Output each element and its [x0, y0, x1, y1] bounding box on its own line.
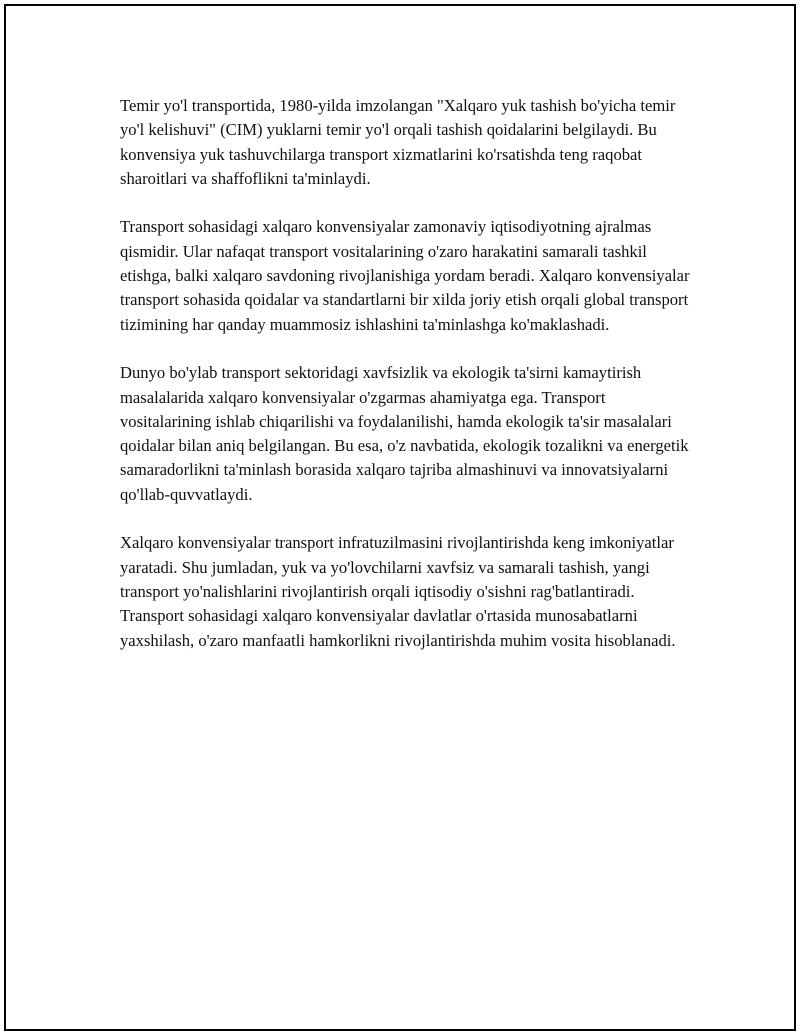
document-page: [4, 4, 796, 1031]
document-body: [120, 94, 694, 653]
paragraph-2: Transport sohasidagi xalqaro konvensiyalar zamonaviy iqtisodiyotning ajralmas qismidir. Ular nafaqat transport vositalarining o'zaro harakatini samarali tashkil etishga, balki xalqaro savdoning rivojlanishiga yordam beradi. Xalqaro konvensiyalar transport sohasida qoidalar va standartlarni bir xilda joriy etish orqali global transport tizimining har qanday muammosiz ishlashini ta'minlashga ko'maklashadi.: [120, 217, 690, 334]
paragraph-4: Xalqaro konvensiyalar transport infratuzilmasini rivojlantirishda keng imkoniyatlar yaratadi. Shu jumladan, yuk va yo'lovchilarni xavfsiz va samarali tashish, yangi transport yo'nalishlarini rivojlantirish orqali iqtisodiy o'sishni rag'batlantiradi. Transport sohasidagi xalqaro konvensiyalar davlatlar o'rtasida munosabatlarni yaxshilash, o'zaro manfaatli hamkorlikni rivojlantirishda muhim vosita hisoblanadi.: [120, 533, 676, 650]
paragraph-3: Dunyo bo'ylab transport sektoridagi xavfsizlik va ekologik ta'sirni kamaytirish masalalarida xalqaro konvensiyalar o'zgarmas ahamiyatga ega. Transport vositalarining ishlab chiqarilishi va foydalanilishi, hamda ekologik ta'sir masalalari qoidalar bilan aniq belgilangan. Bu esa, o'z navbatida, ekologik tozalikni va energetik samaradorlikni ta'minlash borasida xalqaro tajriba almashinuvi va innovatsiyalarni qo'llab-quvvatlaydi.: [120, 363, 689, 504]
paragraph-1: Temir yo'l transportida, 1980-yilda imzolangan "Xalqaro yuk tashish bo'yicha temir yo'l kelishuvi" (CIM) yuklarni temir yo'l orqali tashish qoidalarini belgilaydi. Bu konvensiya yuk tashuvchilarga transport xizmatlarini ko'rsatishda teng raqobat sharoitlari va shaffoflikni ta'minlaydi.: [120, 96, 676, 188]
